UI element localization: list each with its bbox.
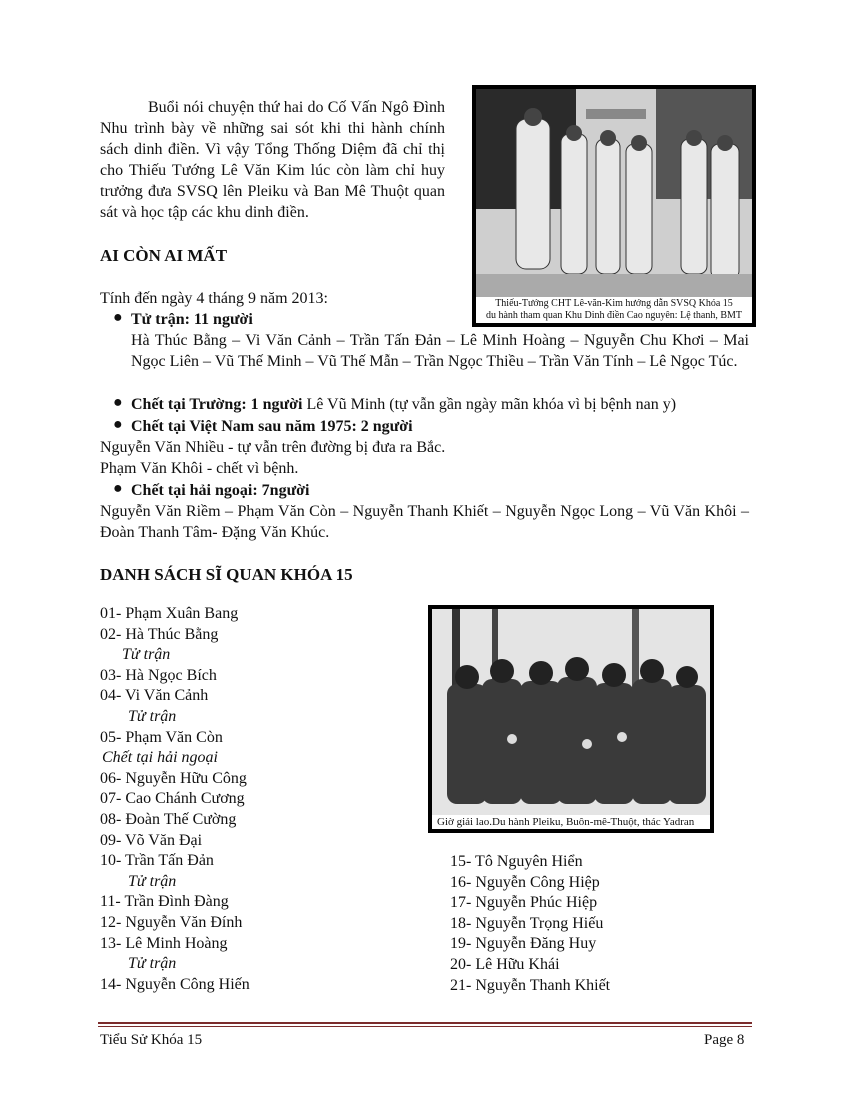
list-item: 20- Lê Hữu Khái <box>450 955 560 973</box>
list-item: 01- Phạm Xuân Bang <box>100 605 239 622</box>
school-line <box>131 394 676 415</box>
list-item: 03- Hà Ngọc Bích <box>100 666 217 684</box>
vn-line-1: Nguyễn Văn Nhiều - tự vẫn trên đường bị đưa ra Bắc. <box>100 439 446 456</box>
photo-image <box>476 89 752 323</box>
list-item: 04- Vi Văn Cảnh <box>100 687 209 705</box>
list-item: 13- Lê Minh Hoàng <box>100 934 228 952</box>
list-note: Tử trận <box>122 646 171 664</box>
bullet-icon: ● <box>113 480 123 497</box>
list-item: 10- Trần Tấn Đản <box>100 852 214 870</box>
list-note: Tử trận <box>128 707 177 725</box>
footer-divider <box>98 1026 752 1027</box>
vn-line-2: Phạm Văn Khôi - chết vì bệnh. <box>100 460 299 477</box>
list-item: 14- Nguyễn Công Hiến <box>100 975 250 993</box>
footer-divider <box>98 1022 752 1024</box>
photo-image <box>432 609 710 829</box>
list-item: 18- Nguyễn Trọng Hiếu <box>450 914 604 932</box>
photo-general-kim <box>472 85 756 327</box>
date-line: Tính đến ngày 4 tháng 9 năm 2013: <box>100 290 328 307</box>
photo-caption: Thiếu-Tướng CHT Lê-văn-Kim hướng dẫn SVSQ Khóa 15 du hành tham quan Khu Dinh điền Cao nguyên: Lệ thanh, BMT <box>476 297 752 323</box>
page-number: Page 8 <box>704 1032 745 1048</box>
list-item: 07- Cao Chánh Cương <box>100 790 245 808</box>
officer-list-right <box>450 852 610 996</box>
photo-break-time <box>428 605 714 833</box>
list-item: 09- Võ Văn Đại <box>100 831 203 849</box>
officer-list-left <box>100 604 250 995</box>
list-item: 08- Đoàn Thế Cường <box>100 810 237 828</box>
bullet-icon: ● <box>113 416 123 433</box>
abroad-names: Nguyễn Văn Riềm – Phạm Văn Còn – Nguyễn Thanh Khiết – Nguyễn Ngọc Long – Vũ Văn Khôi – Đoàn Thanh Tâm- Đặng Văn Khúc. <box>100 503 749 541</box>
vn-heading: Chết tại Việt Nam sau năm 1975: 2 người <box>131 418 413 435</box>
photo-caption: Giờ giải lao.Du hành Pleiku, Buôn-mê-Thuột, thác Yadran <box>432 815 710 829</box>
section-title-ai-con-ai-mat: AI CÒN AI MẤT <box>100 246 228 265</box>
section-title-danh-sach: DANH SÁCH SĨ QUAN KHÓA 15 <box>100 565 353 584</box>
list-item: 11- Trần Đình Đàng <box>100 893 229 911</box>
school-heading: Chết tại Trường: 1 người <box>131 396 303 413</box>
killed-names: Hà Thúc Bằng – Vi Văn Cảnh – Trần Tấn Đản – Lê Minh Hoàng – Nguyễn Chu Khơi – Mai Ngọc Liên – Vũ Thế Minh – Vũ Thế Mẫn – Trần Ngọc Thiều – Trần Văn Tính – Lê Ngọc Túc. <box>131 332 749 370</box>
bullet-icon: ● <box>113 309 123 326</box>
footer-title: Tiểu Sử Khóa 15 <box>100 1032 203 1048</box>
list-note: Chết tại hải ngoại <box>102 749 218 767</box>
intro-paragraph: Buổi nói chuyện thứ hai do Cố Vấn Ngô Đình Nhu trình bày về những sai sót khi thi hành chính sách dinh điền. Vì vậy Tổng Thống Diệm đã chỉ thị cho Thiếu Tướng Lê Văn Kim lúc còn làm chỉ huy trưởng đưa SVSQ lên Pleiku và Ban Mê Thuột quan sát và học tập các khu dinh điền. <box>100 99 445 221</box>
killed-heading: Tử trận: 11 người <box>131 311 253 328</box>
list-note: Tử trận <box>128 955 177 973</box>
list-item: 12- Nguyễn Văn Đính <box>100 913 243 931</box>
abroad-heading: Chết tại hải ngoại: 7người <box>131 482 310 499</box>
list-item: 21- Nguyễn Thanh Khiết <box>450 976 611 994</box>
list-item: 16- Nguyễn Công Hiệp <box>450 873 600 891</box>
bullet-icon: ● <box>113 394 123 411</box>
list-item: 19- Nguyễn Đăng Huy <box>450 935 597 953</box>
list-item: 05- Phạm Văn Còn <box>100 728 223 746</box>
list-item: 06- Nguyễn Hữu Công <box>100 769 247 787</box>
list-item: 15- Tô Nguyên Hiển <box>450 853 583 870</box>
list-item: 02- Hà Thúc Bằng <box>100 625 219 643</box>
list-item: 17- Nguyễn Phúc Hiệp <box>450 894 598 912</box>
school-detail: Lê Vũ Minh (tự vẫn gần ngày mãn khóa vì bị bệnh nan y) <box>306 396 677 413</box>
list-note: Tử trận <box>128 872 177 890</box>
